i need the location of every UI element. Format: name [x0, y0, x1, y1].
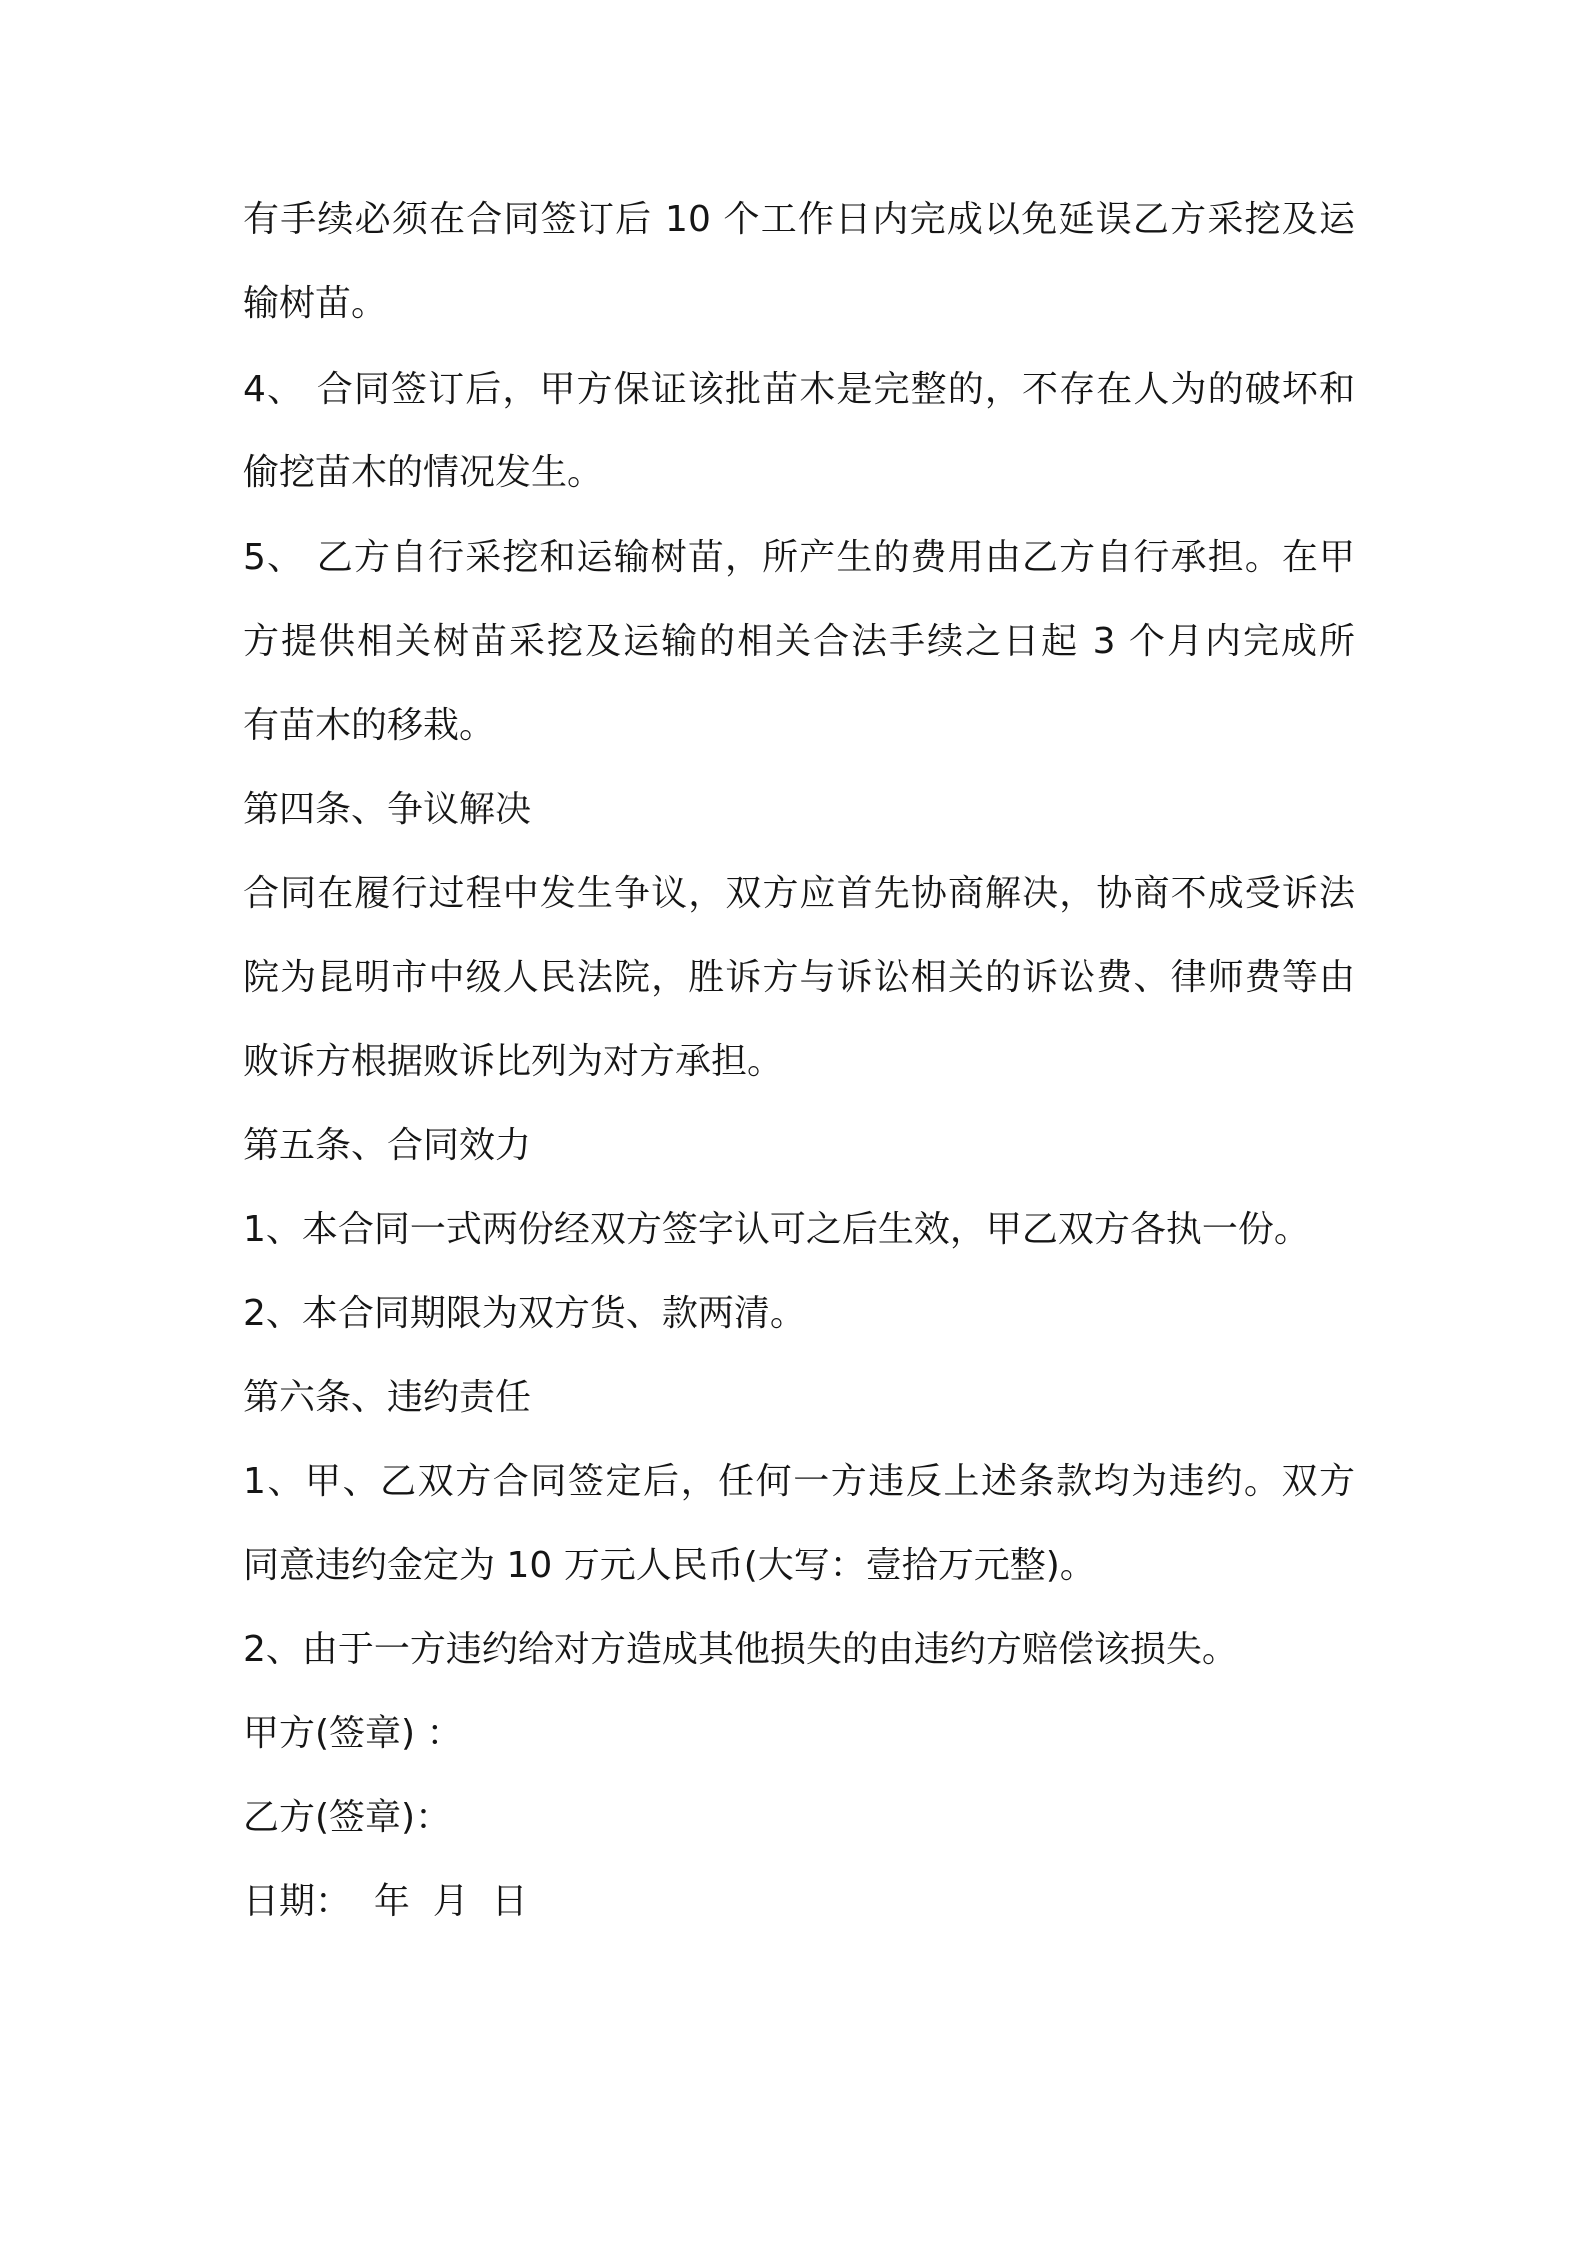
article-4-line-1: 合同在履行过程中发生争议，双方应首先协商解决，协商不成受诉法	[243, 873, 1355, 914]
party-a-signature-line: 甲方(签章) ：	[243, 1713, 463, 1754]
clause-4-line-1: 4、 合同签订后，甲方保证该批苗木是完整的，不存在人为的破坏和	[243, 369, 1355, 410]
section-heading-article-4: 第四条、争议解决	[243, 789, 532, 830]
section-heading-article-6: 第六条、违约责任	[243, 1377, 532, 1418]
article-5-item-1: 1、本合同一式两份经双方签字认可之后生效，甲乙双方各执一份。	[243, 1209, 1310, 1250]
date-line: 日期： 年 月 日	[243, 1881, 528, 1922]
clause-5-line-2: 方提供相关树苗采挖及运输的相关合法手续之日起 3 个月内完成所	[243, 621, 1355, 662]
article-6-item-1-line-2: 同意违约金定为 10 万元人民币(大写：壹拾万元整)。	[243, 1545, 1096, 1586]
article-5-item-2: 2、本合同期限为双方货、款两清。	[243, 1293, 806, 1334]
clause-4-line-2: 偷挖苗木的情况发生。	[243, 452, 604, 493]
text-line-1: 有手续必须在合同签订后 10 个工作日内完成以免延误乙方采挖及运	[243, 199, 1355, 240]
article-4-line-3: 败诉方根据败诉比列为对方承担。	[243, 1041, 784, 1082]
section-heading-article-5: 第五条、合同效力	[243, 1125, 532, 1166]
article-4-line-2: 院为昆明市中级人民法院，胜诉方与诉讼相关的诉讼费、律师费等由	[243, 957, 1355, 998]
clause-5-line-1: 5、 乙方自行采挖和运输树苗，所产生的费用由乙方自行承担。在甲	[243, 537, 1355, 578]
clause-5-line-3: 有苗木的移栽。	[243, 705, 496, 746]
text-line-2: 输树苗。	[243, 283, 388, 324]
article-6-item-2: 2、由于一方违约给对方造成其他损失的由违约方赔偿该损失。	[243, 1629, 1238, 1670]
party-b-signature-line: 乙方(签章)：	[243, 1797, 452, 1838]
article-6-item-1-line-1: 1、甲、乙双方合同签定后，任何一方违反上述条款均为违约。双方	[243, 1461, 1355, 1502]
